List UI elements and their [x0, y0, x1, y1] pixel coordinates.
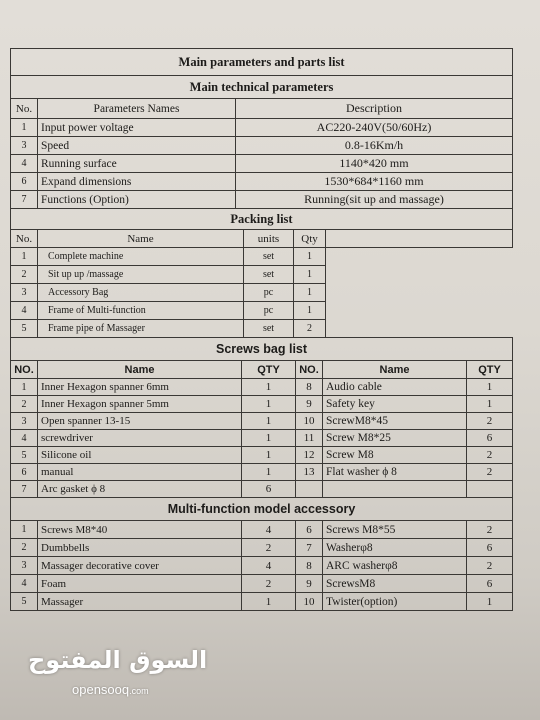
row-number: 1 [11, 521, 38, 539]
screws-row [11, 464, 513, 481]
item-name: Screws M8*40 [38, 521, 242, 539]
item-name: Foam [38, 575, 242, 593]
item-qty: 1 [294, 284, 326, 302]
item-qty-2: 2 [467, 413, 513, 430]
parameter-description: 0.8-16Km/h [236, 137, 513, 155]
screws-row [11, 379, 513, 396]
item-name-2: Safety key [323, 396, 467, 413]
parameter-name: Running surface [38, 155, 236, 173]
item-qty: 1 [242, 447, 296, 464]
item-qty-2: 6 [467, 539, 513, 557]
item-name-2: Screws M8*55 [323, 521, 467, 539]
parameter-name: Input power voltage [38, 119, 236, 137]
row-number: 1 [11, 119, 38, 137]
item-name: Frame pipe of Massager [38, 320, 244, 338]
parameter-description: AC220-240V(50/60Hz) [236, 119, 513, 137]
row-number: 7 [11, 191, 38, 209]
watermark-arabic: السوق المفتوح [28, 646, 208, 674]
parameter-name: Functions (Option) [38, 191, 236, 209]
item-name: Massager decorative cover [38, 557, 242, 575]
item-name: Silicone oil [38, 447, 242, 464]
item-qty: 1 [242, 464, 296, 481]
header-name: Name [38, 361, 242, 379]
screws-bag-table [10, 337, 513, 498]
row-number-2: 8 [296, 557, 323, 575]
item-name-2 [323, 481, 467, 498]
screws-header-row [11, 361, 513, 379]
accessory-row [11, 593, 513, 611]
row-number-2: 9 [296, 396, 323, 413]
document-title: Main parameters and parts list [11, 49, 513, 76]
header-no-2: NO. [296, 361, 323, 379]
row-number-2: 7 [296, 539, 323, 557]
item-name-2: Audio cable [323, 379, 467, 396]
item-qty-2: 2 [467, 557, 513, 575]
parameter-description: 1140*420 mm [236, 155, 513, 173]
item-name-2: Screw M8*25 [323, 430, 467, 447]
row-number-2: 12 [296, 447, 323, 464]
row-number: 3 [11, 413, 38, 430]
row-number: 2 [11, 539, 38, 557]
item-name: Accessory Bag [38, 284, 244, 302]
header-qty-2: QTY [467, 361, 513, 379]
item-qty: 1 [294, 248, 326, 266]
item-units: pc [244, 284, 294, 302]
item-name-2: Washerφ8 [323, 539, 467, 557]
row-number-2: 10 [296, 413, 323, 430]
row-number: 7 [11, 481, 38, 498]
row-number: 3 [11, 557, 38, 575]
row-number: 4 [11, 302, 38, 320]
header-no: No. [11, 99, 38, 119]
technical-heading: Main technical parameters [11, 76, 513, 99]
packing-row [11, 266, 513, 284]
item-name: Complete machine [38, 248, 244, 266]
row-number-2: 11 [296, 430, 323, 447]
row-number: 3 [11, 284, 38, 302]
accessory-row [11, 575, 513, 593]
header-parameter-name: Parameters Names [38, 99, 236, 119]
row-number-2: 13 [296, 464, 323, 481]
row-number: 5 [11, 593, 38, 611]
item-qty-2: 1 [467, 396, 513, 413]
accessory-table [10, 497, 513, 611]
packing-row [11, 248, 513, 266]
row-number: 5 [11, 447, 38, 464]
row-number-2: 6 [296, 521, 323, 539]
item-qty: 1 [242, 379, 296, 396]
opensooq-watermark [28, 646, 208, 706]
item-name: Open spanner 13-15 [38, 413, 242, 430]
item-qty: 2 [294, 320, 326, 338]
header-name-2: Name [323, 361, 467, 379]
screws-heading: Screws bag list [11, 338, 513, 361]
row-number-2: 10 [296, 593, 323, 611]
header-no: NO. [11, 361, 38, 379]
row-number: 6 [11, 464, 38, 481]
row-number: 4 [11, 430, 38, 447]
item-units: pc [244, 302, 294, 320]
packing-blank-area [326, 230, 513, 248]
item-qty: 1 [294, 266, 326, 284]
packing-row [11, 320, 513, 338]
item-name-2: ARC washerφ8 [323, 557, 467, 575]
accessory-row [11, 539, 513, 557]
item-qty: 2 [242, 575, 296, 593]
header-name: Name [38, 230, 244, 248]
item-name-2: Flat washer ϕ 8 [323, 464, 467, 481]
parameter-name: Expand dimensions [38, 173, 236, 191]
accessory-row [11, 557, 513, 575]
packing-list-table [10, 208, 513, 338]
item-name-2: ScrewM8*45 [323, 413, 467, 430]
parameter-description: 1530*684*1160 mm [236, 173, 513, 191]
item-qty: 1 [242, 430, 296, 447]
screws-row [11, 430, 513, 447]
technical-row [11, 191, 513, 209]
item-qty-2 [467, 481, 513, 498]
row-number: 1 [11, 379, 38, 396]
item-name-2: ScrewsM8 [323, 575, 467, 593]
technical-row [11, 119, 513, 137]
item-name: screwdriver [38, 430, 242, 447]
item-qty-2: 2 [467, 464, 513, 481]
item-name: Arc gasket ϕ 8 [38, 481, 242, 498]
item-qty-2: 2 [467, 521, 513, 539]
header-description: Description [236, 99, 513, 119]
item-name: Inner Hexagon spanner 5mm [38, 396, 242, 413]
row-number: 2 [11, 396, 38, 413]
header-units: units [244, 230, 294, 248]
row-number-2: 8 [296, 379, 323, 396]
item-name: Dumbbells [38, 539, 242, 557]
technical-row [11, 155, 513, 173]
header-qty: Qty [294, 230, 326, 248]
watermark-latin [72, 682, 149, 697]
row-number-2: 9 [296, 575, 323, 593]
technical-row [11, 137, 513, 155]
item-qty: 1 [242, 593, 296, 611]
watermark-suffix: .com [129, 686, 149, 696]
accessory-heading: Multi-function model accessory [11, 498, 513, 521]
accessory-row [11, 521, 513, 539]
row-number: 2 [11, 266, 38, 284]
item-qty-2: 6 [467, 575, 513, 593]
row-number: 5 [11, 320, 38, 338]
item-qty: 4 [242, 521, 296, 539]
item-qty-2: 1 [467, 593, 513, 611]
item-qty-2: 2 [467, 447, 513, 464]
item-name: Sit up up /massage [38, 266, 244, 284]
item-qty-2: 6 [467, 430, 513, 447]
technical-parameters-table [10, 48, 513, 209]
item-qty-2: 1 [467, 379, 513, 396]
parts-sheet [10, 48, 512, 611]
packing-row [11, 284, 513, 302]
item-units: set [244, 266, 294, 284]
technical-row [11, 173, 513, 191]
parameter-description: Running(sit up and massage) [236, 191, 513, 209]
item-units: set [244, 248, 294, 266]
item-qty: 4 [242, 557, 296, 575]
screws-row [11, 481, 513, 498]
packing-header-row [11, 230, 513, 248]
row-number-2 [296, 481, 323, 498]
item-name: manual [38, 464, 242, 481]
item-qty: 6 [242, 481, 296, 498]
item-name: Massager [38, 593, 242, 611]
item-name-2: Screw M8 [323, 447, 467, 464]
row-number: 3 [11, 137, 38, 155]
item-name: Inner Hexagon spanner 6mm [38, 379, 242, 396]
parameter-name: Speed [38, 137, 236, 155]
row-number: 6 [11, 173, 38, 191]
row-number: 1 [11, 248, 38, 266]
screws-row [11, 413, 513, 430]
row-number: 4 [11, 155, 38, 173]
screws-row [11, 447, 513, 464]
item-units: set [244, 320, 294, 338]
screws-row [11, 396, 513, 413]
item-qty: 1 [242, 413, 296, 430]
item-qty: 2 [242, 539, 296, 557]
item-name-2: Twister(option) [323, 593, 467, 611]
item-name: Frame of Multi-function [38, 302, 244, 320]
item-qty: 1 [294, 302, 326, 320]
technical-header-row [11, 99, 513, 119]
header-no: No. [11, 230, 38, 248]
packing-row [11, 302, 513, 320]
header-qty: QTY [242, 361, 296, 379]
item-qty: 1 [242, 396, 296, 413]
row-number: 4 [11, 575, 38, 593]
watermark-latin-name: opensooq [72, 682, 130, 697]
packing-heading: Packing list [11, 209, 513, 230]
